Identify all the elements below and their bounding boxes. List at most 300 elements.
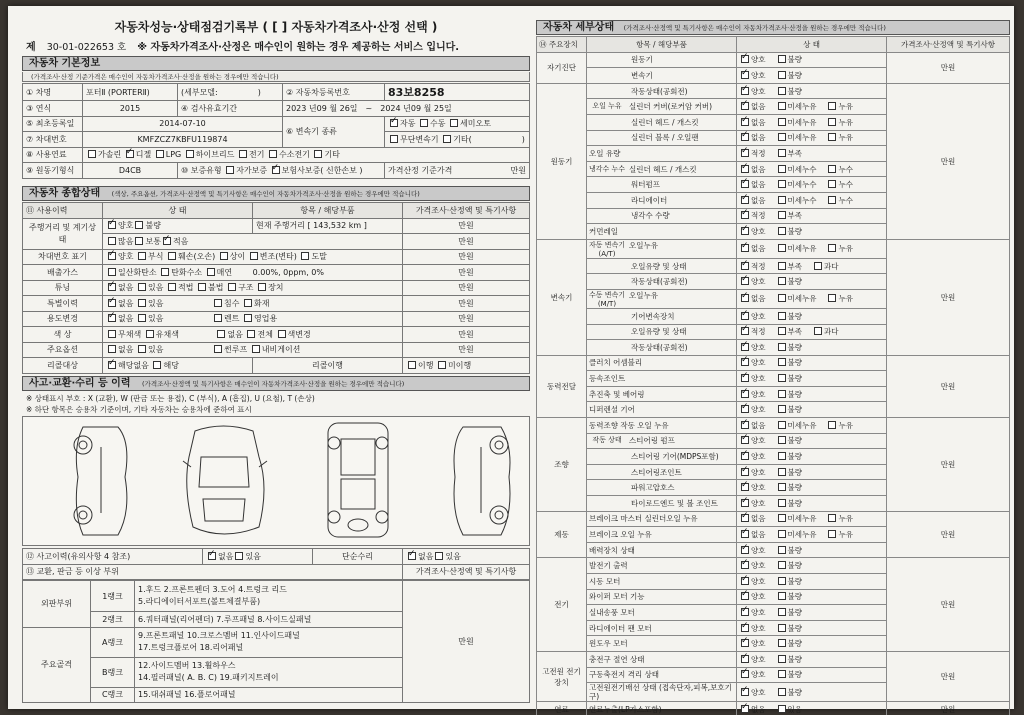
legend-text-2: ※ 하단 항목은 승용차 기준이며, 기타 자동차는 승용차에 준하여 표시 [26,405,252,414]
detail-option-checkbox[interactable] [778,55,786,63]
fuel-hybrid-checkbox[interactable] [186,150,194,158]
detail-option-checkbox[interactable] [778,374,786,382]
warranty-self-checkbox[interactable] [226,166,234,174]
detail-option-checkbox[interactable] [741,624,749,632]
detail-state [737,496,887,512]
odo-bad-checkbox[interactable] [135,221,143,229]
notice-text: ※ 자동차가격조사·산정은 매수인이 원하는 경우 제공하는 서비스 입니다. [137,42,460,53]
detail-item-label: 실린더 블록 / 오일팬 [587,130,737,146]
exchange-label: ⑬ 교환, 판금 등 이상 부위 [23,564,403,580]
detail-option-checkbox[interactable] [741,705,749,713]
detail-option-checkbox[interactable] [828,180,836,188]
color-opt: 전체 [257,329,273,339]
car-name: 포터Ⅱ (PORTERⅡ) [83,84,178,101]
recall-opt-checkbox[interactable] [108,361,116,369]
detail-item-label: 오일누유 [629,240,658,250]
detail-option-label: 미세누유 [787,102,817,112]
fuel-hydrogen-checkbox[interactable] [269,150,277,158]
detail-row [537,558,1010,574]
detail-option-checkbox[interactable] [741,655,749,663]
detail-option-label: 있음 [787,704,802,714]
detail-option-label: 불량 [787,55,802,65]
detail-option-checkbox[interactable] [778,165,786,173]
year: 2015 [83,101,178,117]
color-opt-checkbox[interactable] [146,330,154,338]
odo-price-unit-2: 만원 [403,234,530,250]
options-opt-checkbox[interactable] [252,345,260,353]
detail-option-checkbox[interactable] [741,244,749,252]
odo-many-checkbox[interactable] [108,237,116,245]
recall-opt-checkbox[interactable] [153,361,161,369]
detail-option-checkbox[interactable] [741,561,749,569]
detail-state [737,114,887,130]
detail-option-checkbox[interactable] [778,327,786,335]
detail-option-checkbox[interactable] [741,55,749,63]
accident-header [22,376,530,391]
detail-state [737,683,887,702]
tuning-opt-checkbox[interactable] [138,283,146,291]
detail-option-label: 없음 [751,294,766,304]
detail-state [737,702,887,715]
detail-option-checkbox[interactable] [778,180,786,188]
col-device: ⑭ 주요장치 [537,37,587,53]
options-opt: 있음 [148,345,164,355]
detail-option-checkbox[interactable] [741,262,749,270]
detail-state [737,355,887,371]
detail-group-label: 원동기 [537,83,587,239]
detail-option-checkbox[interactable] [741,499,749,507]
fuel-other-checkbox[interactable] [314,150,322,158]
detail-option-checkbox[interactable] [778,436,786,444]
detail-option-checkbox[interactable] [778,452,786,460]
recall-done-checkbox[interactable] [408,361,416,369]
detail-option-checkbox[interactable] [741,374,749,382]
usage-change-opt-checkbox[interactable] [244,314,252,322]
detail-option-checkbox[interactable] [778,87,786,95]
detail-option-checkbox[interactable] [814,262,822,270]
detail-state [737,651,887,667]
options-opt-checkbox[interactable] [214,345,222,353]
color-opt: 무채색 [118,329,142,339]
detail-option-checkbox[interactable] [778,211,786,219]
detail-option-label: 없음 [751,244,766,254]
special-opt: 화재 [254,298,270,308]
detail-option-checkbox[interactable] [741,608,749,616]
detail-option-checkbox[interactable] [741,483,749,491]
trans-manual-checkbox[interactable] [420,119,428,127]
detail-option-checkbox[interactable] [778,118,786,126]
detail-option-checkbox[interactable] [778,343,786,351]
detail-option-checkbox[interactable] [741,71,749,79]
car-side-right-diagram[interactable] [454,427,510,535]
warranty-insurer-checkbox[interactable] [272,166,280,174]
emission-opt-checkbox[interactable] [207,268,215,276]
detail-option-checkbox[interactable] [741,670,749,678]
detail-option-checkbox[interactable] [741,87,749,95]
detail-option-checkbox[interactable] [778,196,786,204]
detail-option-checkbox[interactable] [741,133,749,141]
detail-option-checkbox[interactable] [778,483,786,491]
detail-item-label: 원동기 [587,52,737,68]
detail-option-label: 양호 [751,452,766,462]
detail-option-label: 불량 [787,654,802,664]
detail-option-checkbox[interactable] [778,277,786,285]
detail-option-checkbox[interactable] [741,452,749,460]
options-unit: 만원 [403,342,530,358]
detail-option-checkbox[interactable] [741,312,749,320]
detail-sub-label: 디퍼렌셜 기어 [587,402,737,418]
detail-sub-label: 브레이크 오일 누유 [587,527,737,543]
detail-option-checkbox[interactable] [778,608,786,616]
detail-option-checkbox[interactable] [828,118,836,126]
outer-label: 외판부위 [23,581,91,628]
detail-option-label: 양호 [751,342,766,352]
options-opt-checkbox[interactable] [138,345,146,353]
detail-option-label: 누수 [838,180,853,190]
detail-option-checkbox[interactable] [741,211,749,219]
tuning-opt-checkbox[interactable] [168,283,176,291]
detail-sub-label: 윈도우 모터 [587,636,737,652]
usage-change-opt-checkbox[interactable] [214,314,222,322]
detail-option-checkbox[interactable] [741,688,749,696]
detail-row [537,511,1010,527]
detail-option-label: 양호 [751,545,766,555]
detail-option-checkbox[interactable] [828,102,836,110]
detail-option-checkbox[interactable] [741,294,749,302]
detail-group-label: 제동 [537,511,587,558]
detail-item-label: 기어변속장치 [587,308,737,324]
detail-option-label: 불량 [787,561,802,571]
detail-option-checkbox[interactable] [741,436,749,444]
detail-option-label: 불량 [787,687,802,697]
col-usage: ⑪ 사용이력 [23,203,103,219]
detail-state [737,83,887,99]
detail-option-checkbox[interactable] [741,149,749,157]
detail-option-label: 양호 [751,55,766,65]
detail-price-unit: 만원 [887,52,1010,83]
fuel-gasoline-checkbox[interactable] [88,150,96,158]
options-opt: 없음 [118,345,134,355]
rankB-items-2: 14.필러패널( A. B. C) 19.패키지트레이 [138,673,279,682]
detail-option-label: 양호 [751,623,766,633]
detail-row [537,651,1010,667]
detail-option-checkbox[interactable] [741,639,749,647]
color-opt-checkbox[interactable] [217,330,225,338]
detail-option-checkbox[interactable] [741,118,749,126]
detail-state [737,636,887,652]
rank1-items-2: 5.라디에이터서포트(볼트체결부품) [138,597,261,606]
vin-mark-opt: 변조(변타) [259,252,297,262]
detail-state [737,68,887,84]
detail-option-checkbox[interactable] [741,196,749,204]
detail-option-checkbox[interactable] [778,149,786,157]
detail-option-label: 적정 [751,261,766,271]
detail-option-checkbox[interactable] [741,327,749,335]
detail-option-checkbox[interactable] [741,514,749,522]
detail-option-checkbox[interactable] [828,133,836,141]
accident-history-label: ⑫ 사고이력(유의사항 4 참조) [23,549,203,565]
detail-sub-label: 연료누출(LP가스포함) [587,702,737,715]
fuel-diesel-checkbox[interactable] [126,150,134,158]
rankB-label: B랭크 [91,657,135,687]
vin-mark-opt-checkbox[interactable] [138,252,146,260]
detail-option-checkbox[interactable] [741,405,749,413]
detail-sub-label: 클러치 어셈블리 [587,355,737,371]
vin-mark-opt-checkbox[interactable] [301,252,309,260]
vin-mark-opt-checkbox[interactable] [168,252,176,260]
detail-option-checkbox[interactable] [778,499,786,507]
fuel-lpg-checkbox[interactable] [156,150,164,158]
first-reg-label: ⑤ 최초등록일 [23,116,83,132]
fuel-electric-label: 전기 [248,150,265,160]
detail-state [737,449,887,465]
detail-option-label: 없음 [751,195,766,205]
car-frame-diagram[interactable] [328,423,388,537]
detail-option-label: 미세누유 [787,117,817,127]
trans-other-label: 기타( [453,134,472,144]
detail-option-checkbox[interactable] [741,530,749,538]
detail-state [737,340,887,356]
overall-header [22,186,530,201]
detail-option-checkbox[interactable] [828,294,836,302]
detail-option-checkbox[interactable] [741,165,749,173]
simple-none-checkbox[interactable] [408,552,416,560]
detail-sub-label: 추진축 및 베어링 [587,386,737,402]
detail-option-checkbox[interactable] [778,421,786,429]
rank1-items: 1.후드 2.프론트펜더 3.도어 4.트렁크 리드 [138,585,287,594]
special-label: 특별이력 [23,296,103,312]
recall-notdone-checkbox[interactable] [438,361,446,369]
detail-option-label: 적정 [751,148,766,158]
detail-option-checkbox[interactable] [778,294,786,302]
detail-option-checkbox[interactable] [741,421,749,429]
detail-state [737,480,887,496]
detail-option-label: 양호 [751,389,766,399]
detail-option-checkbox[interactable] [778,102,786,110]
usage-change-unit: 만원 [403,311,530,327]
emission-opt-checkbox[interactable] [161,268,169,276]
detail-option-label: 양호 [751,358,766,368]
tuning-opt-checkbox[interactable] [258,283,266,291]
vin-mark-opt-checkbox[interactable] [220,252,228,260]
detail-option-checkbox[interactable] [778,546,786,554]
detail-option-checkbox[interactable] [741,468,749,476]
col-item-right: 항목 / 해당부품 [587,37,737,53]
detail-state [737,308,887,324]
rankA-items: 9.프론트패널 10.크로스멤버 11.인사이드패널 [138,631,300,640]
detail-table [536,36,1010,715]
detail-option-label: 누수 [838,164,853,174]
odo-few-checkbox[interactable] [163,237,171,245]
color-opt-checkbox[interactable] [108,330,116,338]
special-opt-checkbox[interactable] [138,299,146,307]
detail-option-label: 양호 [751,670,766,680]
simple-yes-checkbox[interactable] [435,552,443,560]
detail-option-label: 누유 [838,420,853,430]
detail-option-checkbox[interactable] [778,312,786,320]
recall-opt: 해당 [163,360,179,370]
detail-option-checkbox[interactable] [741,390,749,398]
odo-many-label: 많음 [118,236,134,246]
inspection-form-paper [8,6,1014,714]
recall-label: 리콜대상 [23,358,103,374]
detail-option-checkbox[interactable] [778,688,786,696]
detail-option-label: 불량 [787,467,802,477]
detail-option-label: 불량 [787,277,802,287]
detail-item-label: 워터펌프 [587,177,737,193]
detail-option-label: 양호 [751,592,766,602]
detail-option-checkbox[interactable] [741,180,749,188]
detail-row [537,52,1010,68]
color-opt-checkbox[interactable] [278,330,286,338]
detail-option-label: 누유 [838,244,853,254]
usage-change-opt-checkbox[interactable] [108,314,116,322]
detail-option-checkbox[interactable] [778,514,786,522]
detail-option-label: 불량 [787,70,802,80]
detail-group-label: 자기진단 [537,52,587,83]
options-opt: 내비게이션 [261,345,301,355]
detail-option-checkbox[interactable] [828,196,836,204]
detail-option-checkbox[interactable] [778,705,786,713]
detail-note: (가격조사·산정액 및 특기사항은 매수인이 자동차가격조사·산정을 원하는 경우에만 적습니다) [623,24,886,32]
detail-option-checkbox[interactable] [778,639,786,647]
detail-option-checkbox[interactable] [778,358,786,366]
detail-item-label: 실린더 커버(로커암 커버) [629,102,713,112]
detail-price-unit: 만원 [887,702,1010,715]
odo-normal-checkbox[interactable] [135,237,143,245]
detail-state [737,386,887,402]
detail-option-checkbox[interactable] [828,165,836,173]
detail-option-checkbox[interactable] [828,421,836,429]
detail-option-checkbox[interactable] [741,592,749,600]
detail-option-checkbox[interactable] [741,102,749,110]
detail-option-checkbox[interactable] [828,514,836,522]
detail-option-checkbox[interactable] [778,561,786,569]
detail-option-checkbox[interactable] [778,624,786,632]
detail-option-checkbox[interactable] [778,133,786,141]
detail-item-label: 작동상태(공회전) [587,274,737,290]
detail-option-checkbox[interactable] [778,655,786,663]
detail-option-label: 양호 [751,86,766,96]
car-top-diagram[interactable] [183,426,267,534]
tuning-opt-checkbox[interactable] [198,283,206,291]
detail-option-label: 불량 [787,389,802,399]
overall-table [22,202,530,374]
detail-option-checkbox[interactable] [778,405,786,413]
fuel-electric-checkbox[interactable] [239,150,247,158]
special-opt: 없음 [118,298,134,308]
detail-state [737,208,887,224]
detail-option-label: 없음 [751,117,766,127]
detail-option-checkbox[interactable] [778,390,786,398]
detail-option-checkbox[interactable] [828,530,836,538]
detail-group-label: 연료 [537,702,587,715]
odo-good-checkbox[interactable] [108,221,116,229]
price-base-label: 가격산정 기준가격 [388,165,453,175]
detail-option-checkbox[interactable] [814,327,822,335]
special-opt-checkbox[interactable] [214,299,222,307]
special-opt: 있음 [148,298,164,308]
detail-option-label: 불량 [787,639,802,649]
detail-option-label: 불량 [787,342,802,352]
warranty-self-label: 자가보증 [236,165,268,175]
detail-group-label: 전기 [537,558,587,652]
emission-label: 배출가스 [23,265,103,281]
usage-change-opt-checkbox[interactable] [138,314,146,322]
detail-state [737,258,887,274]
detail-option-label: 양호 [751,70,766,80]
color-opt-checkbox[interactable] [247,330,255,338]
detail-option-checkbox[interactable] [778,244,786,252]
detail-option-checkbox[interactable] [741,546,749,554]
detail-option-label: 불량 [787,545,802,555]
vin-mark-opt-checkbox[interactable] [108,252,116,260]
validity-label: ④ 검사유효기간 [178,101,283,117]
detail-option-checkbox[interactable] [778,592,786,600]
page-title: 자동차성능·상태점검기록부 ( [ ] 자동차가격조사·산정 선택 ) [114,20,438,34]
trans-other-checkbox[interactable] [443,135,451,143]
tuning-opt-checkbox[interactable] [108,283,116,291]
detail-option-checkbox[interactable] [778,577,786,585]
color-opt: 유채색 [155,329,179,339]
odo-good-label: 양호 [118,221,134,231]
col-item: 항목 / 해당부품 [253,203,403,219]
odometer-label: 주행거리 및 계기상태 [23,218,103,249]
detail-sub-label: 실내송풍 모터 [587,605,737,621]
detail-option-checkbox[interactable] [778,262,786,270]
detail-option-checkbox[interactable] [778,71,786,79]
rankA-items-2: 17.트렁크플로어 18.리어패널 [138,643,244,652]
detail-state [737,402,887,418]
tuning-opt-checkbox[interactable] [228,283,236,291]
detail-option-checkbox[interactable] [741,358,749,366]
detail-option-checkbox[interactable] [778,227,786,235]
detail-option-checkbox[interactable] [778,468,786,476]
detail-option-checkbox[interactable] [778,530,786,538]
accident-yes-checkbox[interactable] [235,552,243,560]
detail-option-checkbox[interactable] [828,244,836,252]
tuning-opt: 적법 [178,283,194,293]
emission-opt: 매연 [216,267,233,277]
special-opt-checkbox[interactable] [108,299,116,307]
trans-semi-checkbox[interactable] [450,119,458,127]
exchange-unit: 만원 [403,581,530,703]
fuel-lpg-label: LPG [165,150,182,160]
recall-done-opt: 이행 [418,360,434,370]
trans-cvt-checkbox[interactable] [390,135,398,143]
options-opt-checkbox[interactable] [108,345,116,353]
detail-option-label: 부족 [787,148,802,158]
detail-option-checkbox[interactable] [741,577,749,585]
detail-option-checkbox[interactable] [741,277,749,285]
special-opt-checkbox[interactable] [244,299,252,307]
accident-none-checkbox[interactable] [208,552,216,560]
vin-mark-opt: 훼손(오손) [178,252,216,262]
vin-mark-label: 차대번호 표기 [23,249,103,265]
emission-opt-checkbox[interactable] [108,268,116,276]
detail-option-checkbox[interactable] [741,343,749,351]
trans-cvt-label: 무단변속기 [400,134,439,144]
detail-item-label: 변속기 [587,68,737,84]
detail-option-checkbox[interactable] [778,670,786,678]
trans-auto-checkbox[interactable] [390,119,398,127]
car-diagram-svg [23,417,529,545]
car-side-left-diagram[interactable] [74,427,127,535]
fuel-other-label: 기타 [324,150,340,160]
detail-sub-label: 브레이크 마스터 실린더오일 누유 [587,511,737,527]
detail-option-checkbox[interactable] [741,227,749,235]
vin-mark-opt-checkbox[interactable] [250,252,258,260]
